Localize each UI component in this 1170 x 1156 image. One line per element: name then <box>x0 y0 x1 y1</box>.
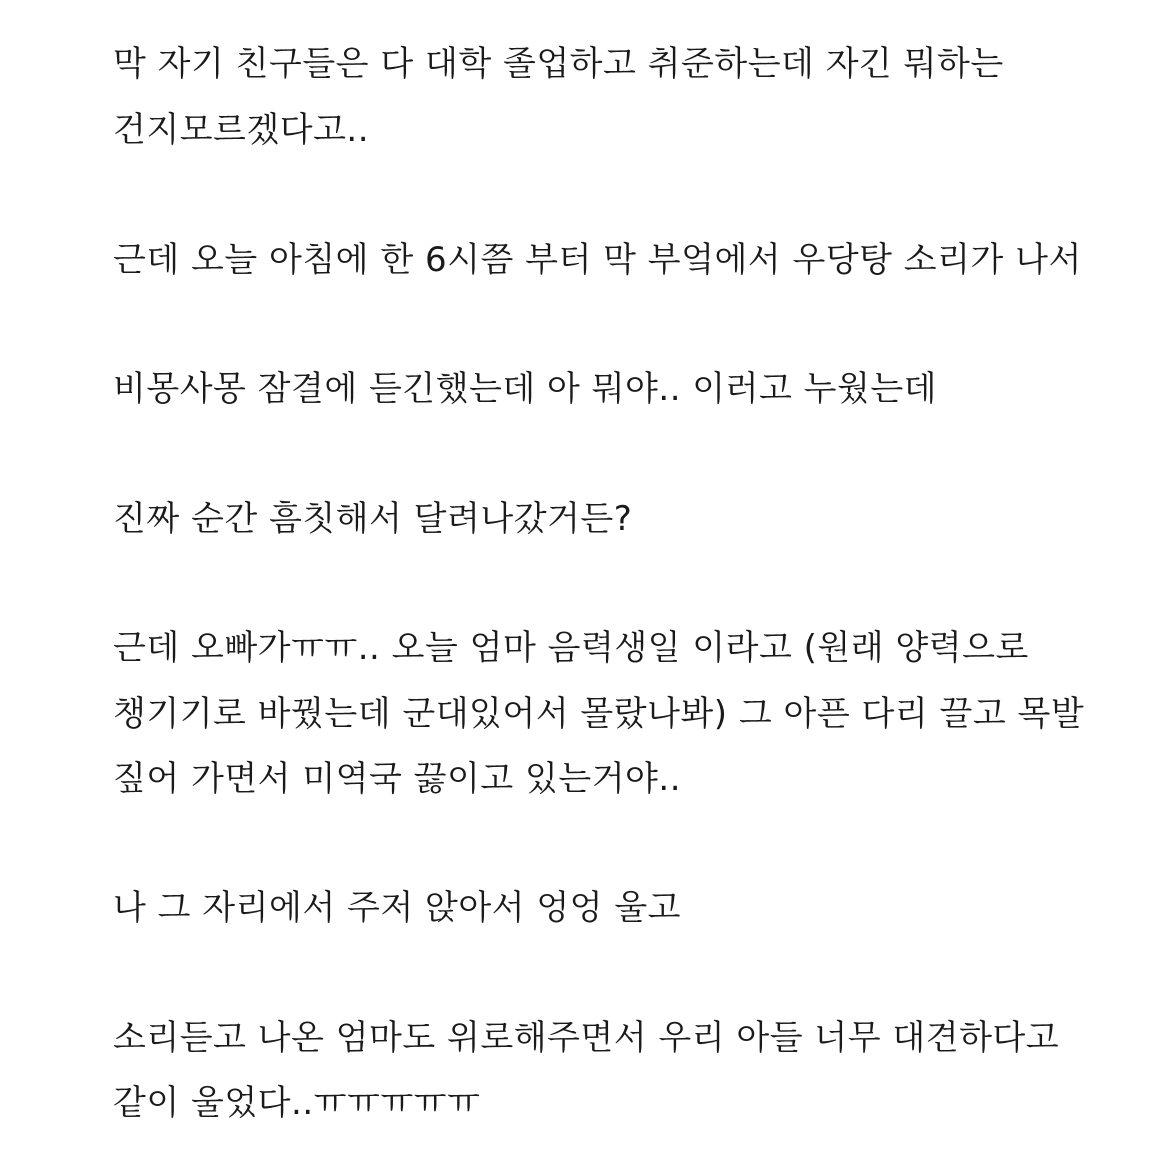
text-line: 짚어 가면서 미역국 끓이고 있는거야.. <box>113 759 682 799</box>
text-line: 진짜 순간 흠칫해서 달려나갔거든? <box>113 499 633 539</box>
text-line: 건지모르겠다고.. <box>113 110 370 150</box>
text-line: 챙기기로 바꿨는데 군대있어서 몰랐나봐) 그 아픈 다리 끌고 목발 <box>113 694 1085 734</box>
text-line: 나 그 자리에서 주저 앉아서 엉엉 울고 <box>113 888 682 928</box>
text-line: 근데 오늘 아침에 한 6시쯤 부터 막 부엌에서 우당탕 소리가 나서 <box>113 240 1082 280</box>
text-line: 소리듣고 나온 엄마도 위로해주면서 우리 아들 너무 대견하다고 <box>113 1018 1060 1058</box>
text-line: 비몽사몽 잠결에 듣긴했는데 아 뭐야.. 이러고 누웠는데 <box>113 369 938 409</box>
text-line: 근데 오빠가ㅠㅠ.. 오늘 엄마 음력생일 이라고 (원래 양력으로 <box>113 628 1029 668</box>
text-line: 막 자기 친구들은 다 대학 졸업하고 취준하는데 자긴 뭐하는 <box>113 44 1004 84</box>
text-line: 같이 울었다..ㅠㅠㅠㅠㅠ <box>113 1083 481 1123</box>
